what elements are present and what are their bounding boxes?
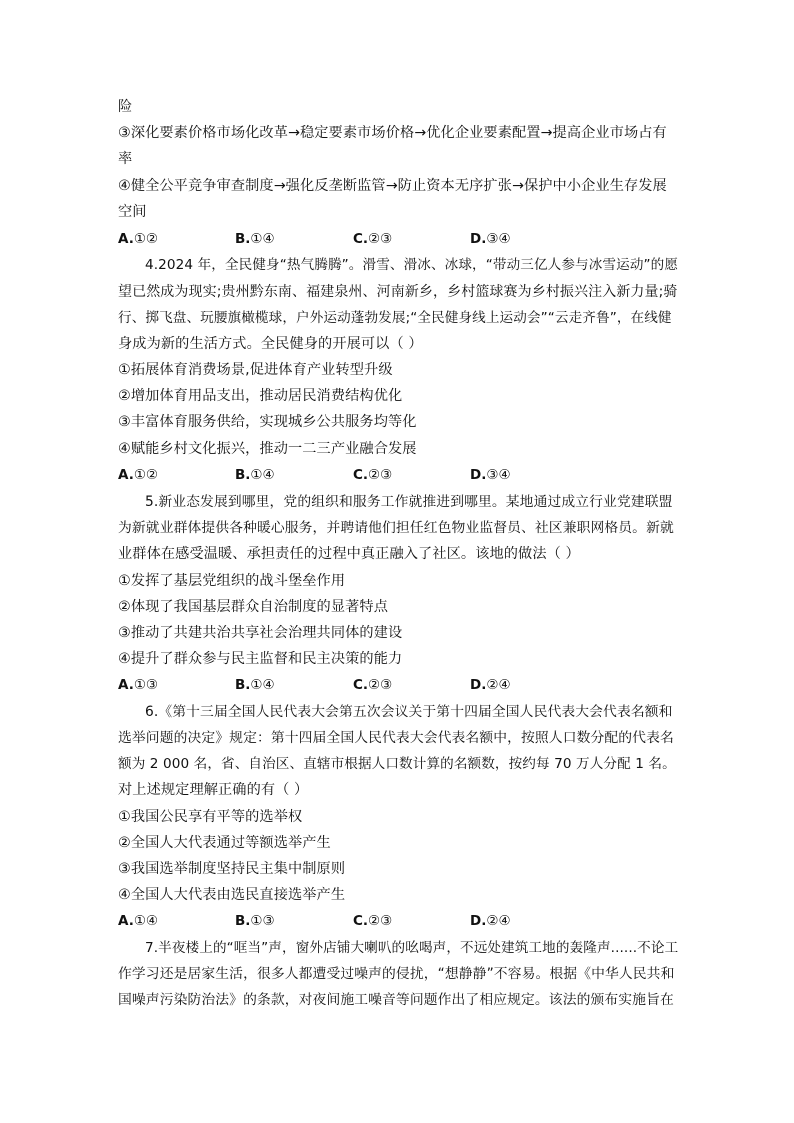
q3-option-4-line2: 空间 xyxy=(118,204,147,220)
q5-option-2: ②体现了我国基层群众自治制度的显著特点 xyxy=(118,599,388,615)
q6-stem-line: 额为 2 000 名，省、自治区、直辖市根据人口数计算的名额数，按约每 70 万人分配 1 名。 xyxy=(118,756,676,772)
q3-choice-d[interactable]: D.③④ xyxy=(470,231,511,247)
q3-choice-c[interactable]: C.②③ xyxy=(353,231,393,247)
q5-option-1: ①发挥了基层党组织的战斗堡垒作用 xyxy=(118,573,346,589)
q7-stem-line: 作学习还是居家生活，很多人都遭受过噪声的侵扰，“想静静”不容易。根据《中华人民共和 xyxy=(118,966,675,982)
q6-option-3: ③我国选举制度坚持民主集中制原则 xyxy=(118,861,346,877)
q5-option-4: ④提升了群众参与民主监督和民主决策的能力 xyxy=(118,651,403,667)
q7-stem-line: 7.半夜楼上的“哐当”声，窗外店铺大喇叭的吆喝声，不远处建筑工地的轰隆声......不论工 xyxy=(145,940,679,956)
q4-option-2: ②增加体育用品支出，推动居民消费结构优化 xyxy=(118,388,403,404)
q5-choice-a[interactable]: A.①③ xyxy=(118,677,159,693)
q6-stem-line: 选举问题的决定》规定：第十四届全国人民代表大会代表名额中，按照人口数分配的代表名 xyxy=(118,730,674,746)
q5-stem-line: 5.新业态发展到哪里，党的组织和服务工作就推进到哪里。某地通过成立行业党建联盟 xyxy=(145,494,673,510)
q4-choice-b[interactable]: B.①④ xyxy=(235,467,275,483)
q4-stem-line: 望已然成为现实;贵州黔东南、福建泉州、河南新乡，乡村篮球赛为乡村振兴注入新力量;骑 xyxy=(118,284,678,300)
q5-stem-line: 业群体在感受温暖、承担责任的过程中真正融入了社区。该地的做法（ ） xyxy=(118,546,580,562)
q5-stem-line: 为新就业群体提供各种暖心服务，并聘请他们担任红色物业监督员、社区兼职网格员。新就 xyxy=(118,520,674,536)
q4-stem-line: 行、掷飞盘、玩腰旗橄榄球，户外运动蓬勃发展;“全民健身线上运动会”“云走齐鲁”，在线健 xyxy=(118,310,672,326)
q5-choice-d[interactable]: D.②④ xyxy=(470,677,511,693)
q6-option-2: ②全国人大代表通过等额选举产生 xyxy=(118,835,331,851)
q3-choice-a[interactable]: A.①② xyxy=(118,231,159,247)
q6-choice-b[interactable]: B.①③ xyxy=(235,913,275,929)
q3-choice-b[interactable]: B.①④ xyxy=(235,231,275,247)
q6-option-1: ①我国公民享有平等的选举权 xyxy=(118,809,303,825)
q4-stem-line: 身成为新的生活方式。全民健身的开展可以（ ） xyxy=(118,336,423,352)
q4-choice-c[interactable]: C.②③ xyxy=(353,467,393,483)
q3-option-3-line2: 率 xyxy=(118,151,133,167)
q7-stem-line: 国噪声污染防治法》的条款，对夜间施工噪音等问题作出了相应规定。该法的颁布实施旨在 xyxy=(118,992,674,1008)
q6-stem-line: 对上述规定理解正确的有（ ） xyxy=(118,782,309,798)
q4-stem-line: 4.2024 年，全民健身“热气腾腾”。滑雪、滑冰、冰球，“带动三亿人参与冰雪运动”的愿 xyxy=(145,257,679,273)
q6-option-4: ④全国人大代表由选民直接选举产生 xyxy=(118,887,346,903)
q3-option-4-line1: ④健全公平竞争审查制度→强化反垄断监管→防止资本无序扩张→保护中小企业生存发展 xyxy=(118,178,667,194)
q5-option-3: ③推动了共建共治共享社会治理共同体的建设 xyxy=(118,625,403,641)
q4-choice-a[interactable]: A.①② xyxy=(118,467,159,483)
q4-option-1: ①拓展体育消费场景,促进体育产业转型升级 xyxy=(118,362,393,378)
q6-choice-a[interactable]: A.①④ xyxy=(118,913,159,929)
q3-option-3-line1: ③深化要素价格市场化改革→稳定要素市场价格→优化企业要素配置→提高企业市场占有 xyxy=(118,125,667,141)
q4-option-3: ③丰富体育服务供给，实现城乡公共服务均等化 xyxy=(118,414,417,430)
q6-choice-d[interactable]: D.②④ xyxy=(470,913,511,929)
q5-choice-c[interactable]: C.②③ xyxy=(353,677,393,693)
q4-choice-d[interactable]: D.③④ xyxy=(470,467,511,483)
q6-choice-c[interactable]: C.②③ xyxy=(353,913,393,929)
q3-stem-tail: 险 xyxy=(118,99,133,115)
q5-choice-b[interactable]: B.①④ xyxy=(235,677,275,693)
q6-stem-line: 6.《第十三届全国人民代表大会第五次会议关于第十四届全国人民代表大会代表名额和 xyxy=(145,704,673,720)
q4-option-4: ④赋能乡村文化振兴，推动一二三产业融合发展 xyxy=(118,441,417,457)
